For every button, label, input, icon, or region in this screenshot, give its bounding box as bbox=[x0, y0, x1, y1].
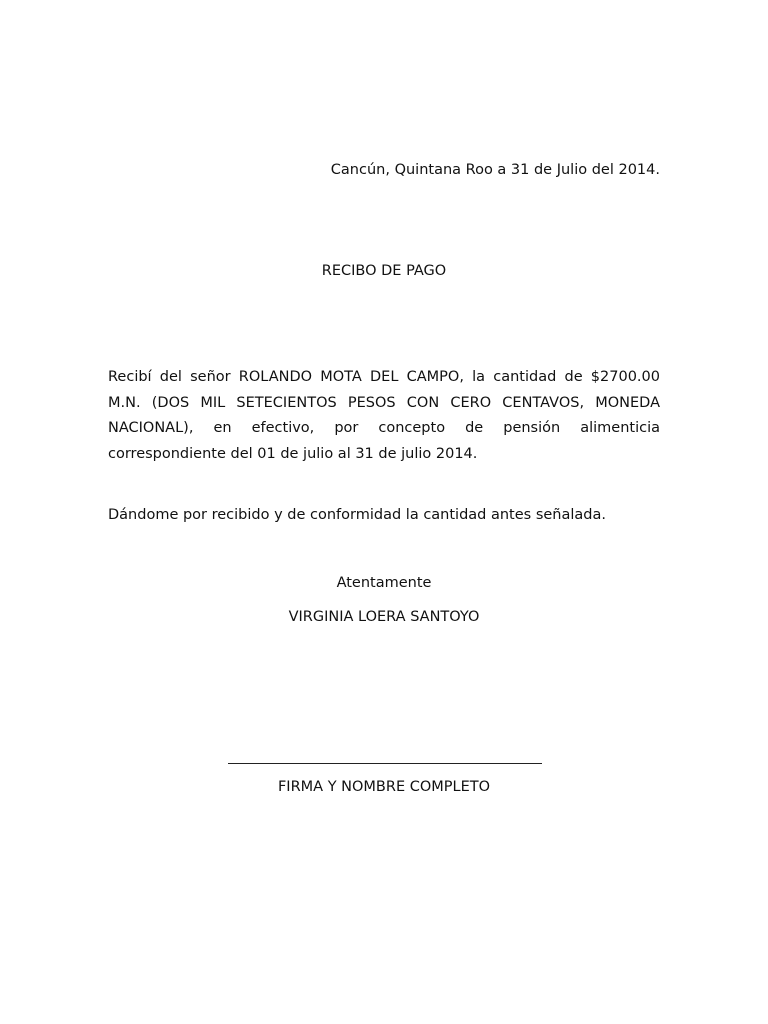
signature-line bbox=[228, 763, 542, 764]
closing-statement: Dándome por recibido y de conformidad la cantidad antes señalada. bbox=[108, 507, 606, 523]
regards: Atentamente bbox=[336, 575, 432, 591]
document-title: RECIBO DE PAGO bbox=[321, 263, 447, 279]
signature-caption: FIRMA Y NOMBRE COMPLETO bbox=[277, 779, 491, 795]
place-and-date: Cancún, Quintana Roo a 31 de Julio del 2014. bbox=[330, 162, 660, 178]
receipt-body: Recibí del señor ROLANDO MOTA DEL CAMPO, la cantidad de $2700.00 M.N. (DOS MIL SETECIENTOS PESOS CON CERO CENTAVOS, MONEDA NACIONAL), en efectivo, por concepto de pensión alimenticia correspondiente del 01 de julio al 31 de julio 2014. bbox=[108, 369, 660, 462]
signer-name: VIRGINIA LOERA SANTOYO bbox=[288, 609, 480, 625]
